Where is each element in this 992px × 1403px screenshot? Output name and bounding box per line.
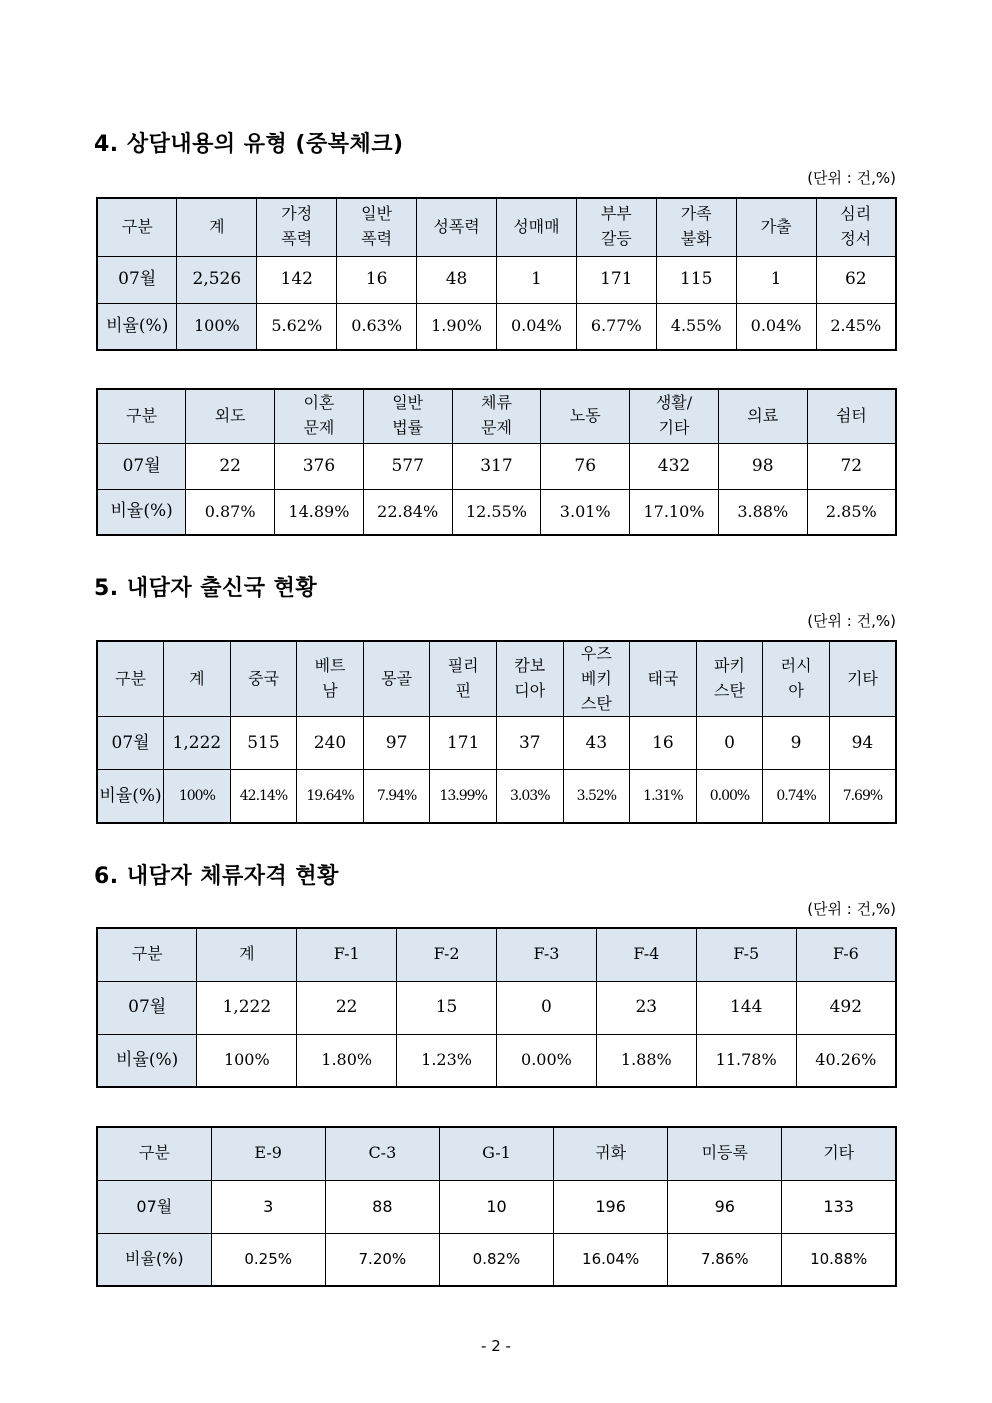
table-row bbox=[97, 770, 896, 823]
column-header: 파키 스탄 bbox=[696, 641, 763, 717]
percent-cell: 1.90% bbox=[417, 303, 497, 350]
count-cell: 171 bbox=[576, 256, 656, 303]
column-header: E-9 bbox=[211, 1127, 325, 1180]
column-header: 베트 남 bbox=[297, 641, 364, 717]
column-header: 우즈 베키 스탄 bbox=[563, 641, 630, 717]
column-header: 몽골 bbox=[363, 641, 430, 717]
count-cell: 144 bbox=[696, 981, 796, 1034]
row-label: 07월 bbox=[97, 1180, 211, 1233]
percent-cell: 3.88% bbox=[718, 489, 807, 535]
section-title-origin-country: 5. 내담자 출신국 현황 bbox=[94, 576, 318, 601]
percent-cell: 1.80% bbox=[297, 1034, 397, 1087]
consultation-types-table-1 bbox=[96, 197, 897, 351]
percent-cell: 0.25% bbox=[211, 1233, 325, 1286]
percent-cell: 14.89% bbox=[275, 489, 364, 535]
percent-cell: 0.63% bbox=[337, 303, 417, 350]
table-row bbox=[97, 303, 896, 350]
percent-cell: 100% bbox=[177, 303, 257, 350]
percent-cell: 2.45% bbox=[816, 303, 896, 350]
percent-cell: 2.85% bbox=[807, 489, 896, 535]
count-cell: 0 bbox=[696, 717, 763, 770]
column-header: 외도 bbox=[186, 389, 275, 443]
header-row bbox=[97, 198, 896, 256]
percent-cell: 7.20% bbox=[325, 1233, 439, 1286]
count-cell: 1 bbox=[736, 256, 816, 303]
table-row bbox=[97, 1034, 896, 1087]
column-header: F-4 bbox=[596, 928, 696, 981]
count-cell: 15 bbox=[397, 981, 497, 1034]
row-label: 비율(%) bbox=[97, 1034, 197, 1087]
count-cell: 196 bbox=[554, 1180, 668, 1233]
row-label: 비율(%) bbox=[97, 770, 164, 823]
count-cell: 133 bbox=[782, 1180, 896, 1233]
percent-cell: 0.00% bbox=[497, 1034, 597, 1087]
count-cell: 142 bbox=[257, 256, 337, 303]
count-cell: 76 bbox=[541, 443, 630, 489]
count-cell: 240 bbox=[297, 717, 364, 770]
column-header: 기타 bbox=[782, 1127, 896, 1180]
table-row bbox=[97, 1233, 896, 1286]
percent-cell: 1.88% bbox=[596, 1034, 696, 1087]
count-cell: 317 bbox=[452, 443, 541, 489]
percent-cell: 0.74% bbox=[763, 770, 830, 823]
column-header: 쉼터 bbox=[807, 389, 896, 443]
column-header: 일반 법률 bbox=[363, 389, 452, 443]
column-header: 구분 bbox=[97, 198, 177, 256]
row-label: 07월 bbox=[97, 717, 164, 770]
count-cell: 62 bbox=[816, 256, 896, 303]
header-row bbox=[97, 1127, 896, 1180]
count-cell: 22 bbox=[297, 981, 397, 1034]
table-row bbox=[97, 1180, 896, 1233]
percent-cell: 0.04% bbox=[496, 303, 576, 350]
percent-cell: 7.69% bbox=[829, 770, 896, 823]
percent-cell: 100% bbox=[197, 1034, 297, 1087]
percent-cell: 3.01% bbox=[541, 489, 630, 535]
percent-cell: 17.10% bbox=[630, 489, 719, 535]
column-header: G-1 bbox=[439, 1127, 553, 1180]
percent-cell: 40.26% bbox=[796, 1034, 896, 1087]
percent-cell: 11.78% bbox=[696, 1034, 796, 1087]
row-label: 비율(%) bbox=[97, 1233, 211, 1286]
table-row bbox=[97, 717, 896, 770]
column-header: 계 bbox=[177, 198, 257, 256]
count-cell: 432 bbox=[630, 443, 719, 489]
header-row bbox=[97, 641, 896, 717]
count-cell: 16 bbox=[630, 717, 697, 770]
column-header: 심리 정서 bbox=[816, 198, 896, 256]
row-label: 비율(%) bbox=[97, 489, 186, 535]
count-cell: 0 bbox=[497, 981, 597, 1034]
column-header: 계 bbox=[164, 641, 231, 717]
count-cell: 72 bbox=[807, 443, 896, 489]
unit-note: (단위 : 건,%) bbox=[807, 900, 896, 918]
percent-cell: 0.04% bbox=[736, 303, 816, 350]
count-cell: 16 bbox=[337, 256, 417, 303]
count-cell: 94 bbox=[829, 717, 896, 770]
percent-cell: 19.64% bbox=[297, 770, 364, 823]
count-cell: 115 bbox=[656, 256, 736, 303]
row-label: 07월 bbox=[97, 443, 186, 489]
column-header: 중국 bbox=[230, 641, 297, 717]
column-header: 가출 bbox=[736, 198, 816, 256]
percent-cell: 0.87% bbox=[186, 489, 275, 535]
percent-cell: 7.86% bbox=[668, 1233, 782, 1286]
count-cell: 9 bbox=[763, 717, 830, 770]
column-header: 태국 bbox=[630, 641, 697, 717]
count-cell: 577 bbox=[363, 443, 452, 489]
count-cell: 97 bbox=[363, 717, 430, 770]
percent-cell: 0.00% bbox=[696, 770, 763, 823]
unit-note: (단위 : 건,%) bbox=[807, 612, 896, 630]
section-title-residence-status: 6. 내담자 체류자격 현황 bbox=[94, 864, 339, 889]
page-number: - 2 - bbox=[481, 1337, 511, 1355]
percent-cell: 12.55% bbox=[452, 489, 541, 535]
count-cell: 22 bbox=[186, 443, 275, 489]
column-header: F-2 bbox=[397, 928, 497, 981]
column-header: F-3 bbox=[497, 928, 597, 981]
row-label: 07월 bbox=[97, 981, 197, 1034]
column-header: 귀화 bbox=[554, 1127, 668, 1180]
table-row bbox=[97, 489, 896, 535]
header-row bbox=[97, 389, 896, 443]
table-row bbox=[97, 981, 896, 1034]
column-header: 부부 갈등 bbox=[576, 198, 656, 256]
column-header: 가족 불화 bbox=[656, 198, 736, 256]
count-cell: 23 bbox=[596, 981, 696, 1034]
column-header: 구분 bbox=[97, 1127, 211, 1180]
column-header: 필리 핀 bbox=[430, 641, 497, 717]
table-row bbox=[97, 256, 896, 303]
count-cell: 98 bbox=[718, 443, 807, 489]
column-header: F-1 bbox=[297, 928, 397, 981]
consultation-types-table-2 bbox=[96, 388, 897, 536]
row-label: 비율(%) bbox=[97, 303, 177, 350]
column-header: 기타 bbox=[829, 641, 896, 717]
percent-cell: 6.77% bbox=[576, 303, 656, 350]
count-cell: 492 bbox=[796, 981, 896, 1034]
unit-note: (단위 : 건,%) bbox=[807, 169, 896, 187]
percent-cell: 3.03% bbox=[496, 770, 563, 823]
count-cell: 376 bbox=[275, 443, 364, 489]
percent-cell: 42.14% bbox=[230, 770, 297, 823]
percent-cell: 22.84% bbox=[363, 489, 452, 535]
percent-cell: 10.88% bbox=[782, 1233, 896, 1286]
column-header: 미등록 bbox=[668, 1127, 782, 1180]
column-header: 생활/ 기타 bbox=[630, 389, 719, 443]
percent-cell: 1.23% bbox=[397, 1034, 497, 1087]
column-header: 구분 bbox=[97, 928, 197, 981]
section-title-consultation-types: 4. 상담내용의 유형 (중복체크) bbox=[94, 132, 404, 157]
column-header: 러시 아 bbox=[763, 641, 830, 717]
count-cell: 515 bbox=[230, 717, 297, 770]
residence-status-table-1 bbox=[96, 927, 897, 1088]
percent-cell: 7.94% bbox=[363, 770, 430, 823]
column-header: 캄보 디아 bbox=[496, 641, 563, 717]
percent-cell: 0.82% bbox=[439, 1233, 553, 1286]
count-cell: 3 bbox=[211, 1180, 325, 1233]
column-header: 체류 문제 bbox=[452, 389, 541, 443]
count-cell: 96 bbox=[668, 1180, 782, 1233]
residence-status-table-2 bbox=[96, 1126, 897, 1287]
percent-cell: 1.31% bbox=[630, 770, 697, 823]
column-header: 의료 bbox=[718, 389, 807, 443]
column-header: 성매매 bbox=[496, 198, 576, 256]
row-label: 07월 bbox=[97, 256, 177, 303]
percent-cell: 16.04% bbox=[554, 1233, 668, 1286]
column-header: C-3 bbox=[325, 1127, 439, 1180]
count-cell: 43 bbox=[563, 717, 630, 770]
percent-cell: 13.99% bbox=[430, 770, 497, 823]
column-header: 노동 bbox=[541, 389, 630, 443]
count-cell: 48 bbox=[417, 256, 497, 303]
percent-cell: 5.62% bbox=[257, 303, 337, 350]
count-cell: 88 bbox=[325, 1180, 439, 1233]
percent-cell: 100% bbox=[164, 770, 231, 823]
table-row bbox=[97, 443, 896, 489]
count-cell: 1 bbox=[496, 256, 576, 303]
column-header: 가정 폭력 bbox=[257, 198, 337, 256]
column-header: 구분 bbox=[97, 389, 186, 443]
count-cell: 2,526 bbox=[177, 256, 257, 303]
origin-country-table bbox=[96, 640, 897, 824]
column-header: F-5 bbox=[696, 928, 796, 981]
column-header: 구분 bbox=[97, 641, 164, 717]
column-header: F-6 bbox=[796, 928, 896, 981]
count-cell: 1,222 bbox=[164, 717, 231, 770]
count-cell: 37 bbox=[496, 717, 563, 770]
column-header: 일반 폭력 bbox=[337, 198, 417, 256]
percent-cell: 3.52% bbox=[563, 770, 630, 823]
count-cell: 10 bbox=[439, 1180, 553, 1233]
count-cell: 171 bbox=[430, 717, 497, 770]
column-header: 이혼 문제 bbox=[275, 389, 364, 443]
column-header: 성폭력 bbox=[417, 198, 497, 256]
header-row bbox=[97, 928, 896, 981]
column-header: 계 bbox=[197, 928, 297, 981]
count-cell: 1,222 bbox=[197, 981, 297, 1034]
percent-cell: 4.55% bbox=[656, 303, 736, 350]
